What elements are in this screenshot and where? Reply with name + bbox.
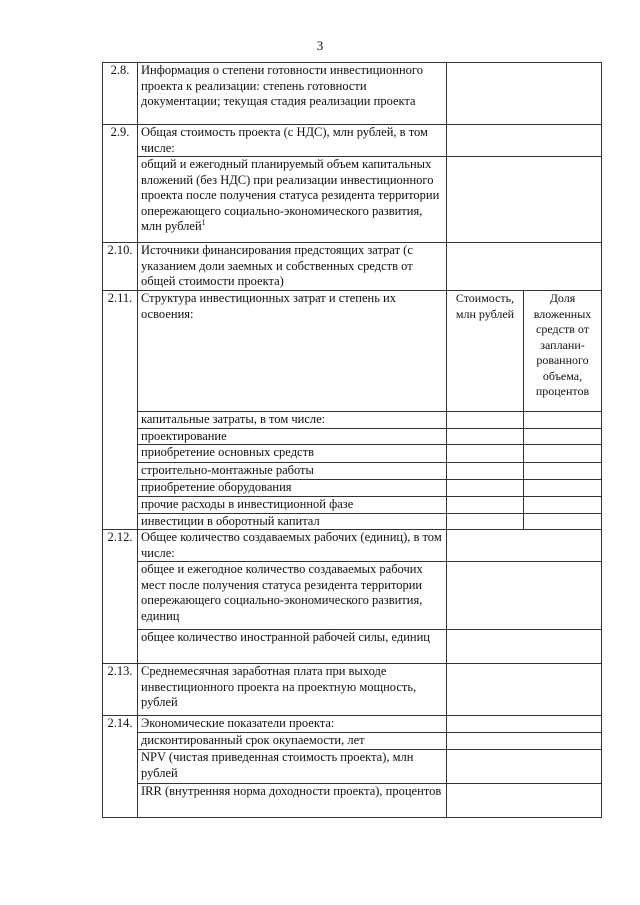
value-cell[interactable] <box>447 463 524 480</box>
table-row <box>103 463 602 480</box>
row-label: Информация о степени готовности инвестиционного проекта к реализации: степень готовности документации; текущая стадия реализации проекта <box>138 63 447 125</box>
row-number: 2.13. <box>103 664 138 716</box>
row-sublabel: приобретение основных средств <box>138 445 447 463</box>
row-sublabel: строительно-монтажные работы <box>138 463 447 480</box>
row-sublabel: инвестиции в оборотный капитал <box>138 513 447 530</box>
table-row <box>103 530 602 562</box>
value-cell[interactable] <box>447 784 602 818</box>
value-cell[interactable] <box>447 733 602 750</box>
page-number: 3 <box>316 38 324 53</box>
row-number: 2.8. <box>103 63 138 125</box>
table-row <box>103 784 602 818</box>
value-cell[interactable] <box>447 496 524 513</box>
row-sublabel: общий и ежегодный планируемый объем капитальных вложений (без НДС) при реализации инвестиционного проекта после получения статуса резидента территории опережающего социально-экономического развития, млн рублей$^1$ <box>138 157 447 243</box>
column-header-cost: Стоимость, млн рублей <box>447 291 524 412</box>
row-sublabel: прочие расходы в инвестиционной фазе <box>138 496 447 513</box>
table-row <box>103 125 602 157</box>
value-cell[interactable] <box>447 513 524 530</box>
row-label: Структура инвестиционных затрат и степень их освоения: <box>138 291 447 412</box>
table-row <box>103 291 602 412</box>
value-cell[interactable] <box>447 530 602 562</box>
value-cell[interactable] <box>447 412 524 429</box>
table-row <box>103 496 602 513</box>
value-cell[interactable] <box>447 562 602 630</box>
table-row <box>103 243 602 291</box>
row-number: 2.12. <box>103 530 138 664</box>
row-number: 2.10. <box>103 243 138 291</box>
table-row <box>103 562 602 630</box>
row-sublabel: NPV (чистая приведенная стоимость проекта), млн рублей <box>138 750 447 784</box>
value-cell[interactable] <box>524 412 602 429</box>
value-cell[interactable] <box>524 463 602 480</box>
table-row <box>103 716 602 733</box>
row-sublabel: общее и ежегодное количество создаваемых рабочих мест после получения статуса резидента территории опережающего социально-экономического развития, единиц <box>138 562 447 630</box>
value-cell[interactable] <box>447 630 602 664</box>
value-cell[interactable] <box>447 664 602 716</box>
row-sublabel: дисконтированный срок окупаемости, лет <box>138 733 447 750</box>
row-sublabel: общее количество иностранной рабочей силы, единиц <box>138 630 447 664</box>
value-cell[interactable] <box>447 428 524 445</box>
value-cell[interactable] <box>447 243 602 291</box>
value-cell[interactable] <box>447 750 602 784</box>
row-label: Общее количество создаваемых рабочих (единиц), в том числе: <box>138 530 447 562</box>
table-row <box>103 428 602 445</box>
table-row <box>103 513 602 530</box>
table-row <box>103 63 602 125</box>
row-label: Среднемесячная заработная плата при выходе инвестиционного проекта на проектную мощность, рублей <box>138 664 447 716</box>
footnote-marker: 1 <box>201 217 206 227</box>
value-cell[interactable] <box>447 716 602 733</box>
investment-form-table <box>102 62 602 818</box>
row-label: Общая стоимость проекта (с НДС), млн рублей, в том числе: <box>138 125 447 157</box>
table-row <box>103 664 602 716</box>
row-number: 2.14. <box>103 716 138 818</box>
value-cell[interactable] <box>447 157 602 243</box>
value-cell[interactable] <box>524 513 602 530</box>
value-cell[interactable] <box>524 479 602 496</box>
column-header-share: Доля вложенных средств от заплани-рованного объема, процентов <box>524 291 602 412</box>
row-label: Экономические показатели проекта: <box>138 716 447 733</box>
value-cell[interactable] <box>524 496 602 513</box>
value-cell[interactable] <box>447 445 524 463</box>
table-row <box>103 445 602 463</box>
value-cell[interactable] <box>447 125 602 157</box>
row-number: 2.9. <box>103 125 138 243</box>
table-row <box>103 750 602 784</box>
table-row <box>103 630 602 664</box>
row-label: Источники финансирования предстоящих затрат (с указанием доли заемных и собственных средств от общей стоимости проекта) <box>138 243 447 291</box>
row-sublabel: приобретение оборудования <box>138 479 447 496</box>
row-sublabel: IRR (внутренняя норма доходности проекта), процентов <box>138 784 447 818</box>
value-cell[interactable] <box>524 428 602 445</box>
row-sublabel: капитальные затраты, в том числе: <box>138 412 447 429</box>
table-row <box>103 733 602 750</box>
table-row <box>103 157 602 243</box>
value-cell[interactable] <box>524 445 602 463</box>
row-number: 2.11. <box>103 291 138 530</box>
table-row <box>103 479 602 496</box>
value-cell[interactable] <box>447 63 602 125</box>
row-sublabel: проектирование <box>138 428 447 445</box>
value-cell[interactable] <box>447 479 524 496</box>
table-row <box>103 412 602 429</box>
